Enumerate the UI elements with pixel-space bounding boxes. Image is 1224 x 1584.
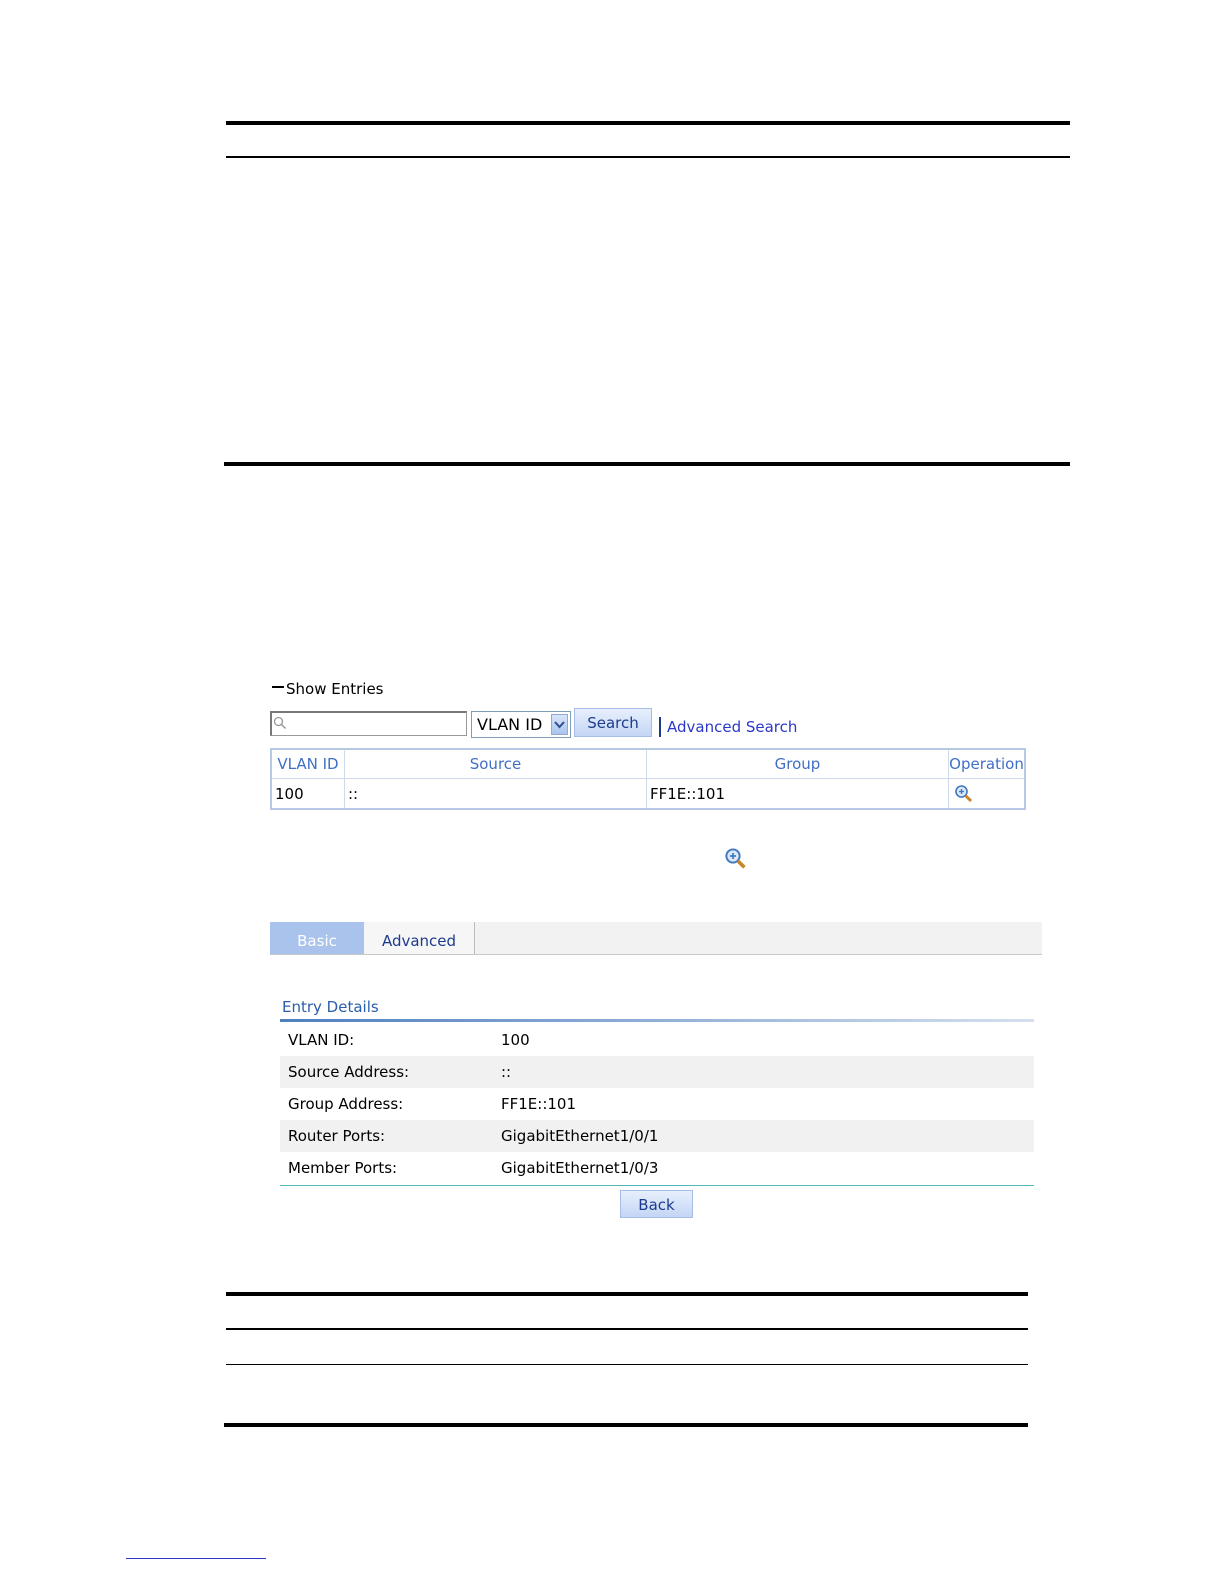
title-divider (280, 1019, 1034, 1022)
bottom-table-rule-1 (226, 1292, 1028, 1296)
chevron-down-icon[interactable] (551, 714, 568, 735)
detail-value: GigabitEthernet1/0/3 (501, 1159, 659, 1177)
show-entries-label: Show Entries (286, 680, 384, 698)
column-header-source[interactable]: Source (345, 749, 647, 779)
separator (659, 717, 661, 737)
bottom-table-rule-4 (224, 1423, 1028, 1427)
collapse-icon (272, 686, 284, 688)
column-header-vlan-id[interactable]: VLAN ID (271, 749, 345, 779)
detail-value: :: (501, 1063, 512, 1081)
detail-row-source-address (280, 1056, 1034, 1088)
tab-advanced[interactable]: Advanced (364, 922, 475, 954)
top-table-rule-1 (226, 121, 1070, 125)
detail-label: VLAN ID: (288, 1031, 355, 1049)
search-icon (273, 716, 287, 730)
search-field-select[interactable] (471, 711, 571, 738)
column-header-group[interactable]: Group (647, 749, 949, 779)
details-bottom-divider (280, 1185, 1034, 1186)
detail-label: Source Address: (288, 1063, 410, 1081)
detail-label: Member Ports: (288, 1159, 398, 1177)
search-field-value: VLAN ID (477, 715, 543, 734)
search-input[interactable] (270, 711, 467, 736)
top-table-rule-2 (226, 156, 1070, 158)
cell-source: :: (345, 779, 647, 810)
entry-details-list (280, 1024, 1034, 1184)
table-header-row (271, 749, 1025, 779)
footnote-rule (126, 1558, 266, 1559)
search-button[interactable]: Search (574, 708, 652, 737)
bottom-table-rule-3 (226, 1364, 1028, 1365)
tab-bar (270, 922, 1042, 955)
entry-details-title: Entry Details (282, 998, 379, 1016)
bottom-table-rule-2 (226, 1328, 1028, 1330)
top-table-rule-3 (224, 462, 1070, 466)
cell-operation (949, 779, 1026, 810)
detail-value: 100 (501, 1031, 530, 1049)
back-button[interactable]: Back (620, 1190, 693, 1218)
detail-row-group-address (280, 1088, 1034, 1120)
show-entries-toggle[interactable] (272, 680, 384, 698)
detail-label: Router Ports: (288, 1127, 386, 1145)
tab-basic[interactable]: Basic (270, 922, 364, 954)
zoom-in-icon (724, 847, 748, 871)
cell-vlan-id: 100 (271, 779, 345, 810)
detail-label: Group Address: (288, 1095, 404, 1113)
table-row (271, 779, 1025, 810)
cell-group: FF1E::101 (647, 779, 949, 810)
detail-row-router-ports (280, 1120, 1034, 1152)
detail-row-member-ports (280, 1152, 1034, 1184)
entries-table (270, 748, 1026, 810)
zoom-in-icon[interactable] (954, 784, 974, 804)
column-header-operation: Operation (949, 749, 1026, 779)
detail-value: FF1E::101 (501, 1095, 577, 1113)
advanced-search-link[interactable]: Advanced Search (667, 718, 798, 736)
detail-row-vlan-id (280, 1024, 1034, 1056)
detail-value: GigabitEthernet1/0/1 (501, 1127, 659, 1145)
